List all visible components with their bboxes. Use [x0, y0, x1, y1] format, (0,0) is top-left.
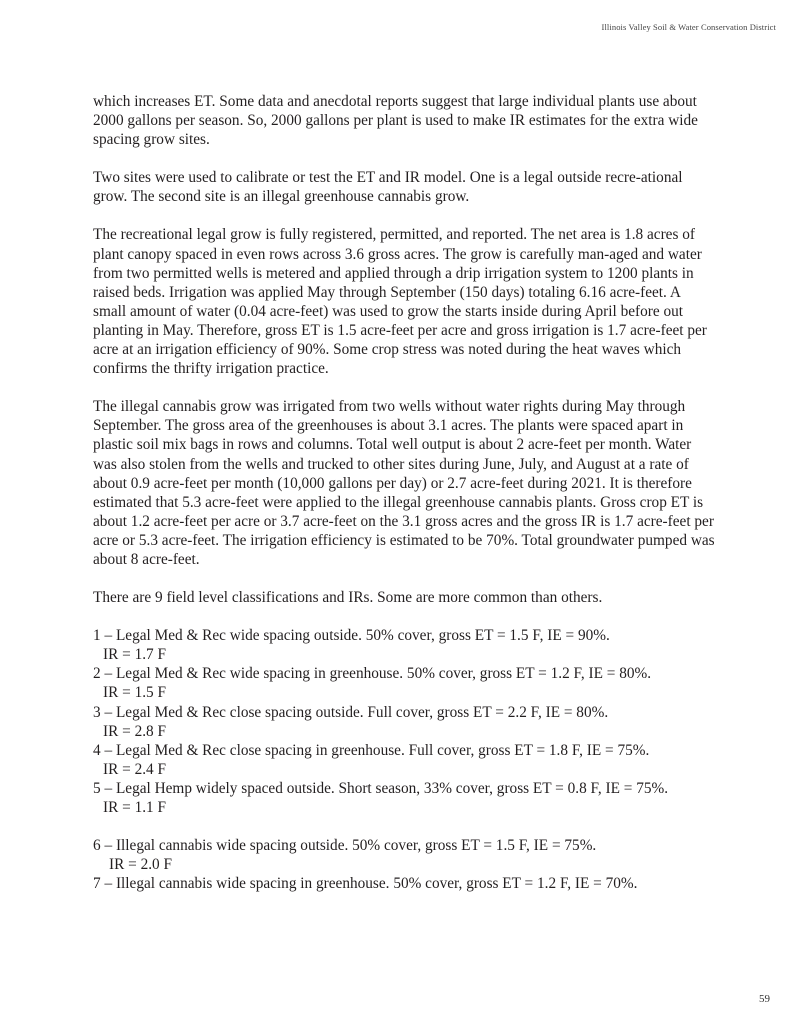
- classification-ir: IR = 1.1 F: [103, 799, 167, 816]
- classification-item: [93, 703, 715, 741]
- running-header: Illinois Valley Soil & Water Conservation District: [601, 22, 776, 32]
- paragraph-calibration-sites: Two sites were used to calibrate or test the ET and IR model. One is a legal outside recre-ational grow. The second site is an illegal greenhouse cannabis grow.: [93, 169, 683, 206]
- classification-line: 5 – Legal Hemp widely spaced outside. Short season, 33% cover, gross ET = 0.8 F, IE = 75%.: [93, 779, 669, 797]
- classification-ir: IR = 1.7 F: [103, 646, 167, 664]
- classification-item: [93, 741, 715, 779]
- paragraph-classifications-intro: There are 9 field level classifications and IRs. Some are more common than others.: [93, 589, 603, 607]
- page-body: [93, 92, 715, 893]
- classification-line: 7 – Illegal cannabis wide spacing in greenhouse. 50% cover, gross ET = 1.2 F, IE = 70%.: [93, 875, 638, 893]
- classification-item: [93, 664, 715, 702]
- classification-line: 1 – Legal Med & Rec wide spacing outside. 50% cover, gross ET = 1.5 F, IE = 90%.: [93, 627, 610, 645]
- classification-item: [93, 836, 715, 874]
- classification-line: 4 – Legal Med & Rec close spacing in greenhouse. Full cover, gross ET = 1.8 F, IE = 75%.: [93, 741, 650, 759]
- page-number: 59: [759, 993, 770, 1005]
- classification-item: [93, 779, 715, 817]
- classification-ir: IR = 2.4 F: [103, 760, 167, 778]
- paragraph-et-intro: which increases ET. Some data and anecdotal reports suggest that large individual plants use about 2000 gallons per season. So, 2000 gallons per plant is used to make IR estimates for the extra wide spacing grow sites.: [93, 93, 698, 149]
- classification-line: 3 – Legal Med & Rec close spacing outside. Full cover, gross ET = 2.2 F, IE = 80%.: [93, 703, 609, 721]
- classification-line: 6 – Illegal cannabis wide spacing outside. 50% cover, gross ET = 1.5 F, IE = 75%.: [93, 837, 597, 855]
- classification-item: [93, 626, 715, 664]
- classification-ir: IR = 1.5 F: [103, 684, 167, 702]
- classification-list: [93, 626, 715, 893]
- classification-item: [93, 874, 715, 893]
- classification-ir: IR = 2.8 F: [103, 722, 167, 740]
- classification-line: 2 – Legal Med & Rec wide spacing in greenhouse. 50% cover, gross ET = 1.2 F, IE = 80%.: [93, 665, 652, 683]
- paragraph-legal-grow: The recreational legal grow is fully registered, permitted, and reported. The net area is 1.8 acres of plant canopy spaced in even rows across 3.6 gross acres. The grow is carefully man-aged and water from two permitted wells is metered and applied through a drip irrigation system to 1200 plants in raised beds. Irrigation was applied May through September (150 days) totaling 6.16 acre-feet. A small amount of water (0.04 acre-feet) was used to grow the starts inside during April before out planting in May. Therefore, gross ET is 1.5 acre-feet per acre and gross irrigation is 1.7 acre-feet per acre at an irrigation efficiency of 90%. Some crop stress was noted during the heat waves which confirms the thrifty irrigation practice.: [93, 226, 707, 378]
- paragraph-illegal-grow: The illegal cannabis grow was irrigated from two wells without water rights during May through September. The gross area of the greenhouses is about 3.1 acres. The plants were spaced apart in plastic soil mix bags in rows and columns. Total well output is about 2 acre-feet per month. Water was also stolen from the wells and trucked to other sites during June, July, and August at a rate of about 0.9 acre-feet per month (10,000 gallons per day) or 2.7 acre-feet during 2021. It is therefore estimated that 5.3 acre-feet were applied to the illegal greenhouse cannabis plants. Gross crop ET is about 1.2 acre-feet per acre or 3.7 acre-feet on the 3.1 gross acres and the gross IR is 1.7 acre-feet per acre or 5.3 acre-feet. The irrigation efficiency is estimated to be 70%. Total groundwater pumped was about 8 acre-feet.: [93, 398, 715, 568]
- classification-ir: IR = 2.0 F: [109, 856, 173, 874]
